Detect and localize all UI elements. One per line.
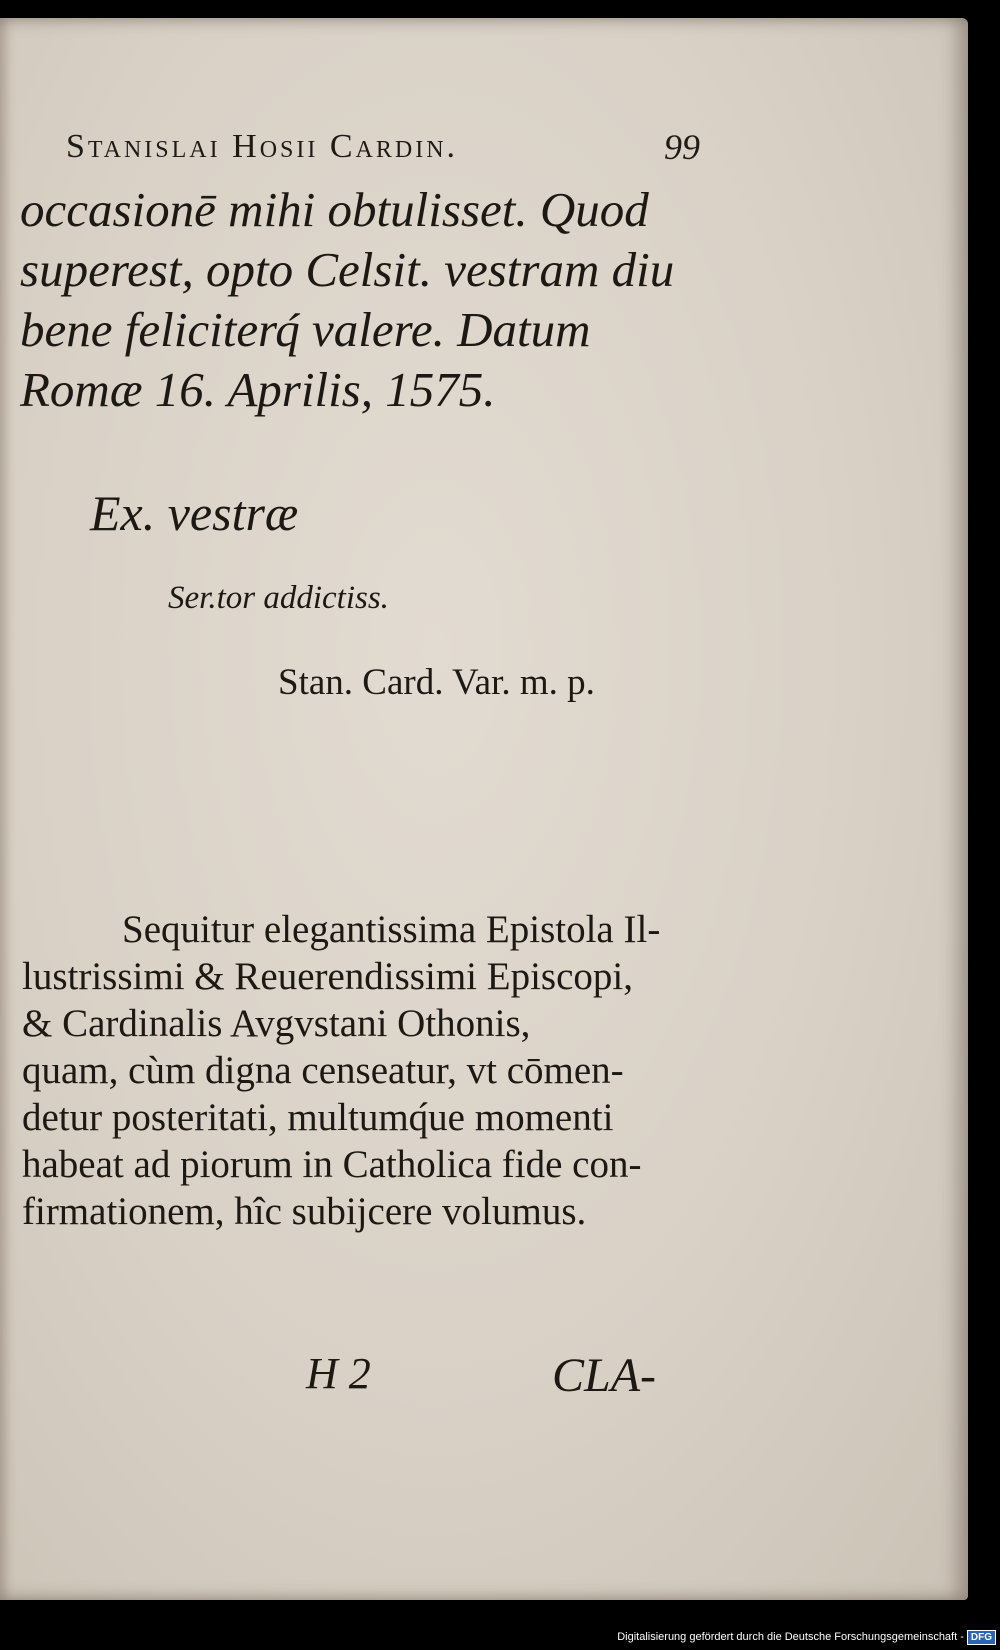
book-page [0,18,968,1600]
closing-line-2: Ser.tor addictiss. [168,580,389,616]
italic-letter-text [20,180,720,420]
text-line: habeat ad piorum in Catholica fide con- [22,1143,642,1186]
signature-mark: H 2 [306,1349,371,1398]
footer-text: Digitalisierung gefördert durch die Deutsche Forschungsgemeinschaft - [617,1631,964,1643]
closing-signature: Stan. Card. Var. m. p. [278,662,595,703]
text-line: bene feliciterq́ valere. Datum [20,302,591,357]
text-line: quam, cùm digna censeatur, vt cōmen- [22,1049,624,1092]
text-line: firmationem, hîc subijcere volumus. [22,1190,587,1233]
catchword: CLA- [552,1349,657,1402]
running-head: Stanislai Hosii Cardin. [66,128,459,165]
roman-paragraph [22,906,712,1235]
text-line: Romæ 16. Aprilis, 1575. [20,362,496,417]
text-line: occasionē mihi obtulisset. Quod [20,182,649,237]
closing-line-1: Ex. vestræ [90,485,299,541]
text-line: Sequitur elegantissima Epistola Il- [122,908,661,951]
text-line: detur posteritati, multumq́ue momenti [22,1096,614,1139]
page-number: 99 [664,127,700,167]
digitization-footer [617,1628,996,1646]
text-line: & Cardinalis Avgvstani Othonis, [22,1002,531,1045]
dfg-logo: DFG [967,1630,996,1645]
text-line: lustrissimi & Reuerendissimi Episcopi, [22,955,633,998]
text-line: superest, opto Celsit. vestram diu [20,242,675,297]
